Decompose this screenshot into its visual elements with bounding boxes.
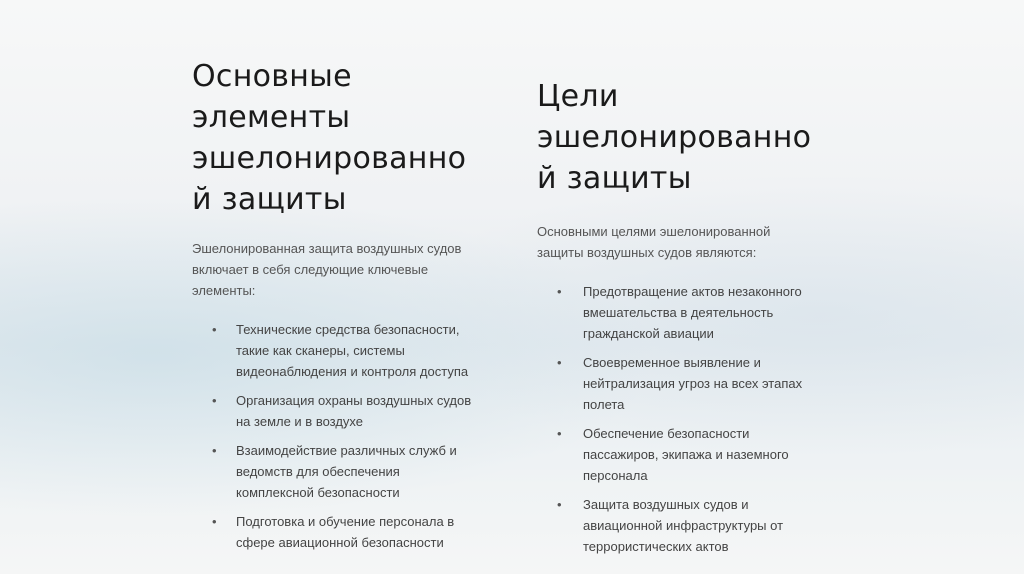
left-bullet-list (192, 319, 502, 553)
list-item (537, 423, 837, 486)
list-item-text: Взаимодействие различных служб и ведомств для обеспечения комплексной безопасности (236, 443, 457, 500)
bullet-icon: • (557, 355, 562, 370)
list-item-text: Предотвращение актов незаконного вмешательства в деятельность гражданской авиации (583, 284, 802, 341)
right-bullet-list (537, 281, 837, 557)
list-item-text: Технические средства безопасности, такие как сканеры, системы видеонаблюдения и контроля доступа (236, 322, 469, 379)
list-item-text: Организация охраны воздушных судов на земле и в воздухе (236, 393, 472, 429)
bullet-icon: • (557, 284, 562, 299)
list-item (192, 511, 502, 553)
list-item (537, 494, 837, 557)
list-item-text: Обеспечение безопасности пассажиров, экипажа и наземного персонала (583, 426, 789, 483)
right-intro: Основными целями эшелонированной защиты воздушных судов являются: (537, 224, 771, 260)
list-item (537, 352, 837, 415)
list-item-text: Своевременное выявление и нейтрализация угроз на всех этапах полета (583, 355, 803, 412)
list-item (537, 281, 837, 344)
right-heading: Цели эшелонированно й защиты (537, 79, 812, 196)
list-item (192, 319, 502, 382)
list-item (192, 390, 502, 432)
left-column (192, 56, 502, 561)
left-intro: Эшелонированная защита воздушных судов включает в себя следующие ключевые элементы: (192, 241, 462, 298)
right-column (537, 76, 837, 565)
bullet-icon: • (557, 497, 562, 512)
list-item-text: Подготовка и обучение персонала в сфере авиационной безопасности (236, 514, 455, 550)
bullet-icon: • (557, 426, 562, 441)
bullet-icon: • (212, 443, 217, 458)
bullet-icon: • (212, 393, 217, 408)
left-heading: Основные элементы эшелонированно й защиты (192, 59, 467, 217)
list-item-text: Защита воздушных судов и авиационной инфраструктуры от террористических актов (583, 497, 784, 554)
bullet-icon: • (212, 514, 217, 529)
list-item (192, 440, 502, 503)
bullet-icon: • (212, 322, 217, 337)
